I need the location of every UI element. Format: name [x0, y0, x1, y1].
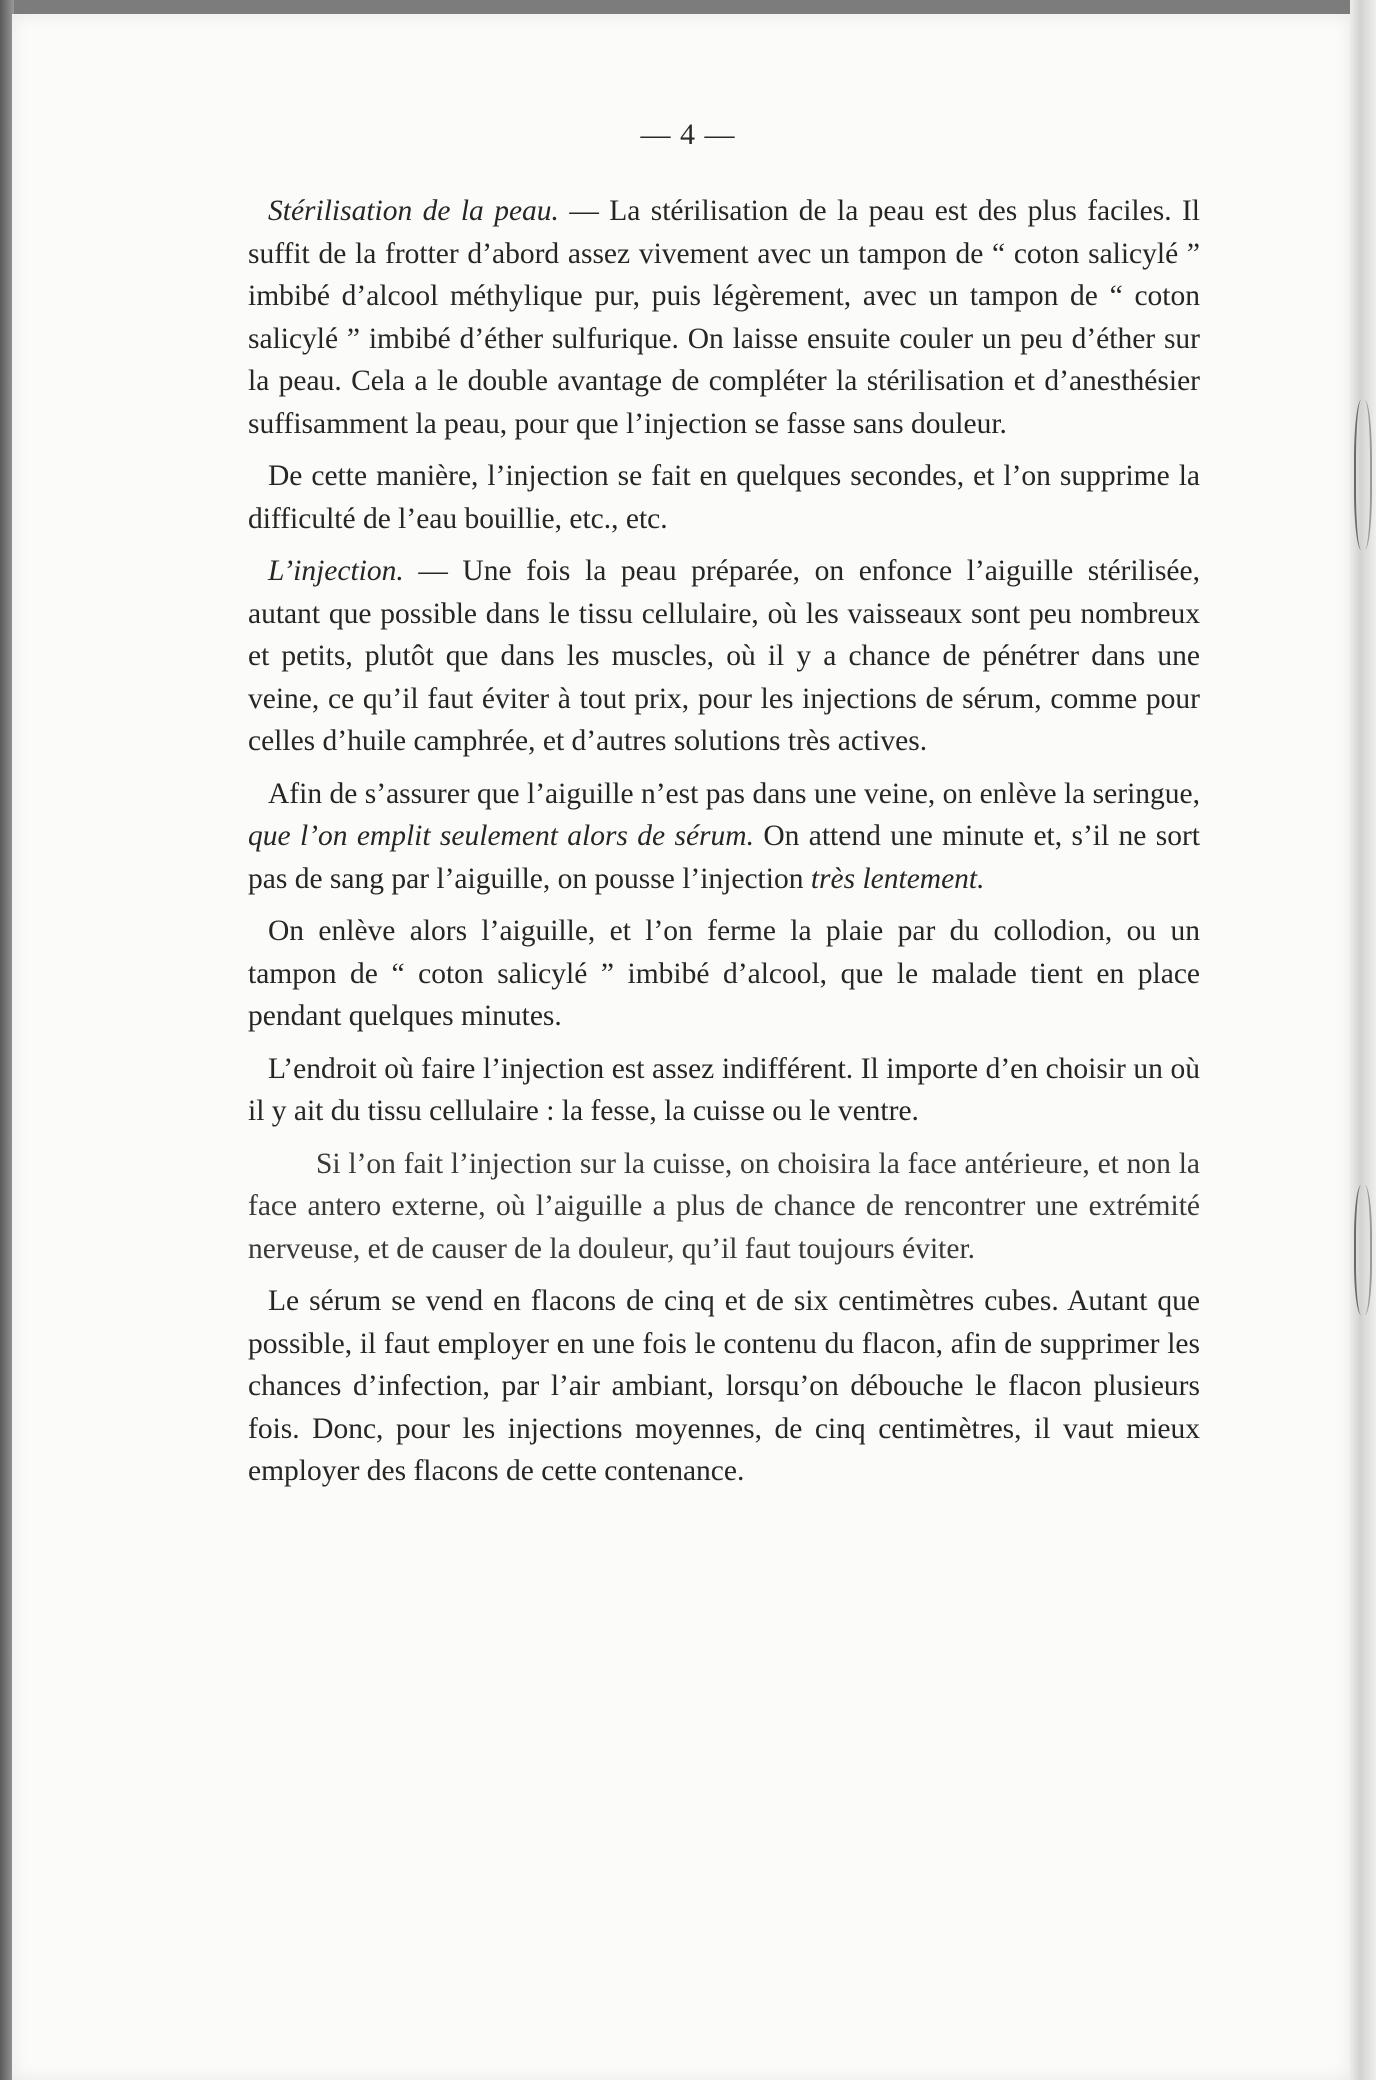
- binding-mark: [1354, 400, 1372, 550]
- paragraph-text: Afin de s’assurer que l’aiguille n’est pas dans une veine, on enlève la seringue,: [268, 777, 1200, 810]
- section-heading: Stérilisation de la peau.: [268, 195, 559, 227]
- paragraph-text: On attend une minute et, s’il ne sort pas de sang par l’aiguille, on pousse l’injection: [248, 820, 1200, 895]
- paragraph-text: De cette manière, l’injection se fait en quelques secondes, et l’on supprime la difficulté de l’eau bouillie, etc., etc.: [248, 460, 1200, 535]
- page-edge: [1350, 0, 1376, 2080]
- paragraph-text: Si l’on fait l’injection sur la cuisse, on choisira la face antérieure, et non la face antero externe, où l’aiguille a plus de chance de rencontrer une extrémité nerveuse, et de causer de la douleur, qu’il faut toujours éviter.: [248, 1147, 1200, 1265]
- paragraph-text: — La stérilisation de la peau est des plus faciles. Il suffit de la frotter d’abord assez vivement avec un tampon de “ coton salicylé ” imbibé d’alcool méthylique pur, puis légèrement, avec un tampon de “ coton salicylé ” imbibé d’éther sulfurique. On laisse ensuite couler un peu d’éther sur la peau. Cela a le double avantage de compléter la stérilisation et d’anesthésier suffisamment la peau, pour que l’injection se fasse sans douleur.: [248, 195, 1200, 440]
- paragraph: [248, 1280, 1200, 1493]
- page-number: — 4 —: [640, 118, 736, 151]
- paragraph-sterilisation: [248, 190, 1200, 445]
- section-heading: L’injection.: [268, 555, 404, 587]
- emphasis-text: très lentement.: [810, 862, 985, 895]
- paragraph-text: L’endroit où faire l’injection est assez indifférent. Il importe d’en choisir un où il y ait du tissu cellulaire : la fesse, la cuisse ou le ventre.: [248, 1052, 1200, 1127]
- paragraph: [248, 773, 1200, 901]
- paragraph: [248, 455, 1200, 540]
- body-text: [248, 190, 1200, 1493]
- paragraph: [248, 910, 1200, 1038]
- paragraph-text: — Une fois la peau préparée, on enfonce l’aiguille stérilisée, autant que possible dans le tissu cellulaire, où les vaisseaux sont peu nombreux et petits, plutôt que dans les muscles, où il y a chance de pénétrer dans une veine, ce qu’il faut éviter à tout prix, pour les injections de sérum, comme pour celles d’huile camphrée, et d’autres solutions très actives.: [248, 555, 1200, 757]
- paragraph-injection: [248, 550, 1200, 763]
- paragraph: [248, 1048, 1200, 1133]
- binding-mark: [1354, 1185, 1372, 1315]
- paragraph: [248, 1143, 1200, 1271]
- paragraph-text: On enlève alors l’aiguille, et l’on ferme la plaie par du collodion, ou un tampon de “ coton salicylé ” imbibé d’alcool, que le malade tient en place pendant quelques minutes.: [248, 915, 1200, 1032]
- paragraph-text: Le sérum se vend en flacons de cinq et de six centimètres cubes. Autant que possible, il faut employer en une fois le contenu du flacon, afin de supprimer les chances d’infection, par l’air ambiant, lorsqu’on débouche le flacon plusieurs fois. Donc, pour les injections moyennes, de cinq centimètres, il vaut mieux employer des flacons de cette contenance.: [248, 1285, 1200, 1487]
- emphasis-text: que l’on emplit seulement alors de sérum.: [248, 820, 754, 852]
